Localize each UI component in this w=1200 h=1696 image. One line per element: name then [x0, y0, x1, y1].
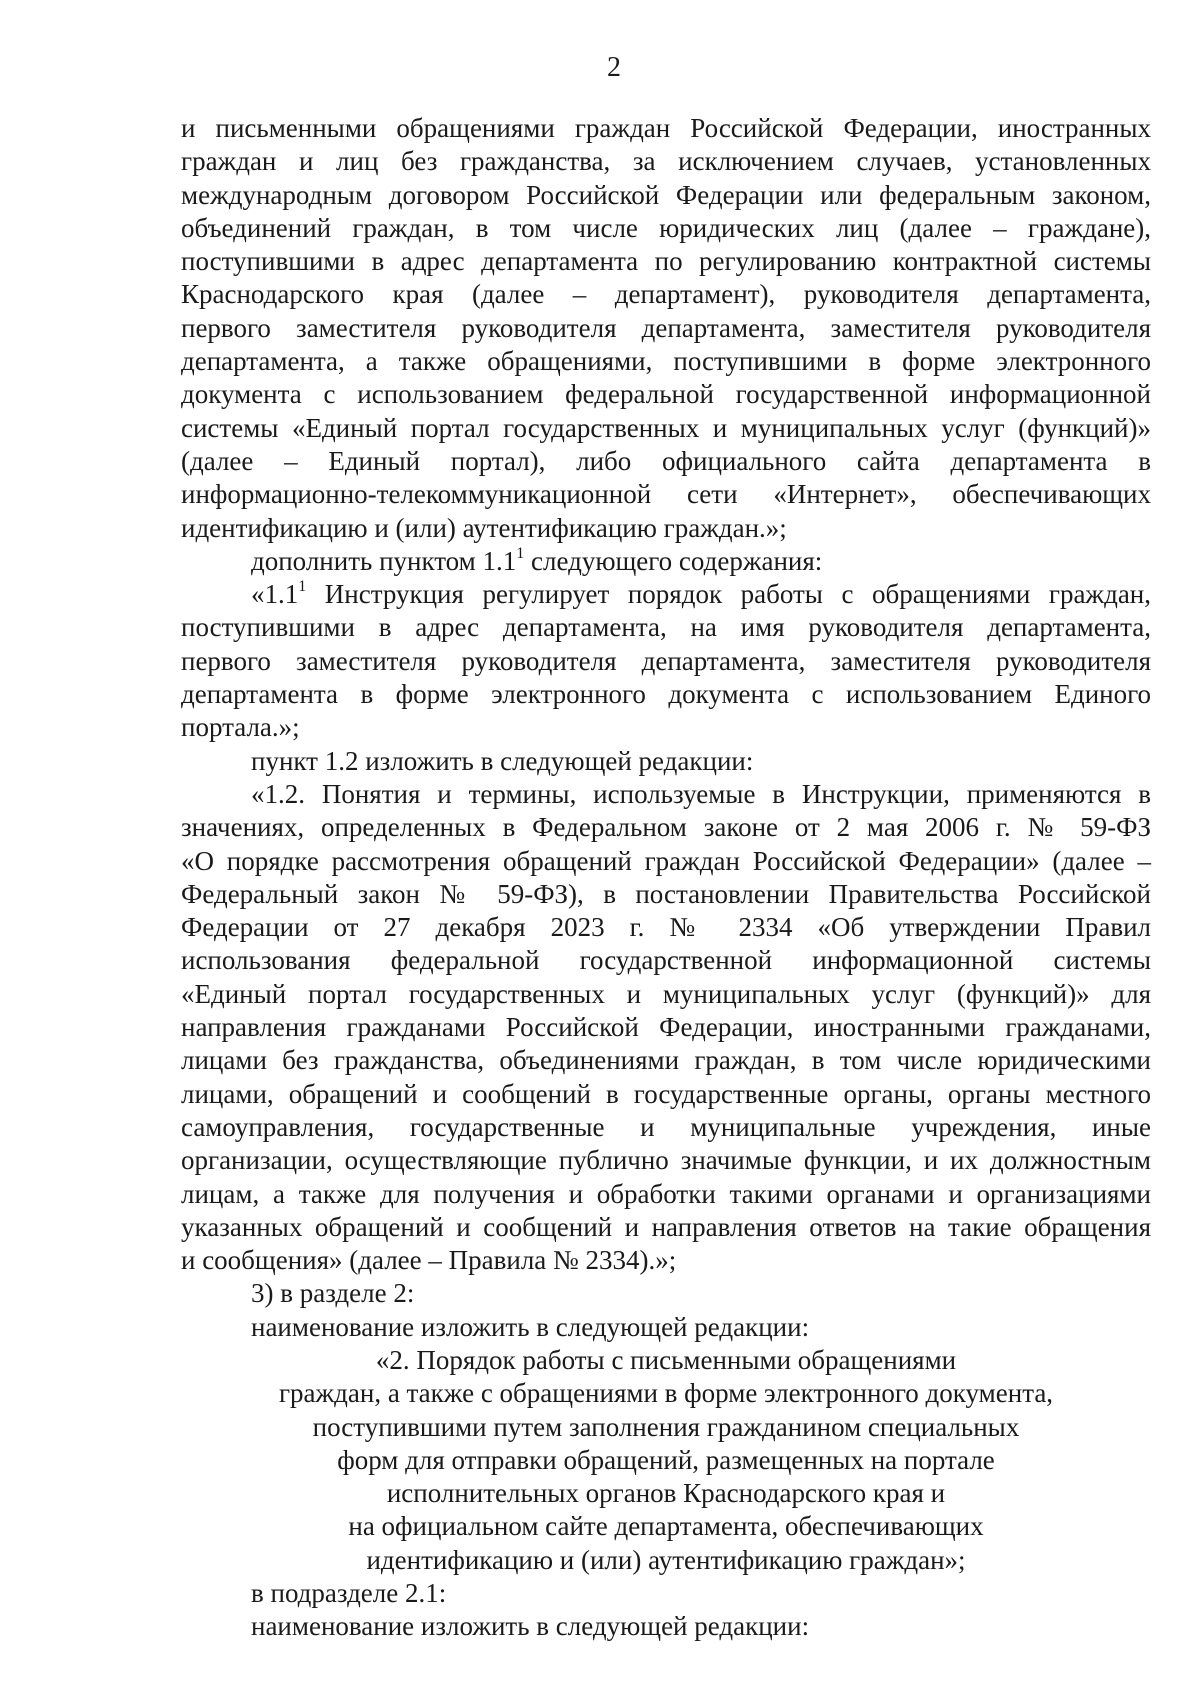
title-line: идентификацию и (или) аутентификацию граждан»; [366, 1544, 966, 1575]
text-line: лицами, обращений и сообщений в государственные органы, органы местного [181, 1078, 1151, 1109]
text-line: поступившими в адрес департамента, на имя руководителя департамента, [181, 612, 1151, 643]
paragraph-add-clause [181, 545, 1151, 578]
text-line: Федеральный закон № 59-ФЗ), в постановлении Правительства Российской [181, 878, 1151, 909]
text-line: международным договором Российской Федерации или федеральным законом, [181, 179, 1151, 210]
title-line: на официальном сайте департамента, обеспечивающих [348, 1511, 984, 1542]
text-line: поступившими в адрес департамента по регулированию контрактной системы [181, 246, 1151, 277]
text-line: и письменными обращениями граждан Российской Федерации, иностранных [181, 113, 1151, 143]
paragraph-name-edit: наименование изложить в следующей редакции: [251, 1611, 810, 1642]
title-line: граждан, а также с обращениями в форме электронного документа, [278, 1378, 1054, 1409]
paragraph-section-2: 3) в разделе 2: [251, 1278, 415, 1309]
superscript: 1 [298, 578, 307, 596]
text-line: (далее – Единый портал), либо официального сайта департамента в [181, 445, 1151, 476]
text-line: портала.»; [181, 712, 300, 743]
superscript: 1 [516, 544, 525, 562]
text-line: информационно-телекоммуникационной сети «Интернет», обеспечивающих [181, 479, 1151, 510]
title-line: форм для отправки обращений, размещенных на портале [337, 1444, 995, 1475]
document-body [181, 112, 1151, 1644]
text-line: идентификацию и (или) аутентификацию граждан.»; [181, 512, 787, 543]
text-line: направления гражданами Российской Федерации, иностранными гражданами, [181, 1012, 1151, 1043]
paragraph-definitions-continuation [181, 112, 1151, 545]
text-line: Краснодарского края (далее – департамент), руководителя департамента, [181, 279, 1151, 310]
text-line: граждан и лиц без гражданства, за исключением случаев, установленных [181, 146, 1151, 177]
text-line: первого заместителя руководителя департамента, заместителя руководителя [181, 312, 1151, 343]
text-line: лицами без гражданства, объединениями граждан, в том числе юридическими [181, 1045, 1151, 1076]
text-line: и сообщения» (далее – Правила № 2334).»; [181, 1245, 677, 1276]
title-line: «2. Порядок работы с письменными обращениями [375, 1344, 957, 1375]
text-line: использования федеральной государственной информационной системы [181, 945, 1151, 976]
text-line: «1.2. Понятия и термины, используемые в Инструкции, применяются в [251, 778, 1151, 809]
paragraph-clause-1-1-1 [181, 578, 1151, 744]
text-span: «1.1 [251, 579, 299, 610]
text-line: системы «Единый портал государственных и муниципальных услуг (функций)» [181, 412, 1151, 443]
text-line: объединений граждан, в том числе юридических лиц (далее – граждане), [181, 212, 1151, 243]
paragraph-subsection-2-1: в подразделе 2.1: [251, 1578, 447, 1609]
text-line [181, 578, 1151, 611]
page-number: 2 [607, 52, 621, 83]
paragraph-name-edit: наименование изложить в следующей редакции: [251, 1311, 810, 1342]
text-line: самоуправления, государственные и муниципальные учреждения, иные [181, 1111, 1151, 1142]
text-span: следующего содержания: [524, 545, 823, 576]
text-span: Инструкция регулирует порядок работы с обращениями граждан, [306, 579, 1151, 610]
text-line: организации, осуществляющие публично значимые функции, и их должностным [181, 1145, 1151, 1176]
text-line: указанных обращений и сообщений и направления ответов на такие обращения [181, 1211, 1151, 1242]
text-line: «О порядке рассмотрения обращений граждан Российской Федерации» (далее – [181, 845, 1151, 876]
section-title [181, 1344, 1151, 1577]
paragraph-clause-1-2 [181, 778, 1151, 1277]
title-line: исполнительных органов Краснодарского края и [386, 1478, 946, 1509]
text-line: значениях, определенных в Федеральном законе от 2 мая 2006 г. № 59-ФЗ [181, 812, 1151, 843]
text-span: дополнить пунктом 1.1 [251, 545, 517, 576]
title-line: поступившими путем заполнения гражданином специальных [312, 1411, 1020, 1442]
text-line: лицам, а также для получения и обработки такими органами и организациями [181, 1178, 1151, 1209]
text-line: департамента в форме электронного документа с использованием Единого [181, 679, 1151, 710]
paragraph-clause-1-2-intro: пункт 1.2 изложить в следующей редакции: [251, 745, 754, 776]
text-line: первого заместителя руководителя департамента, заместителя руководителя [181, 645, 1151, 676]
text-line: Федерации от 27 декабря 2023 г. № 2334 «Об утверждении Правил [181, 912, 1151, 943]
text-line: департамента, а также обращениями, поступившими в форме электронного [181, 346, 1151, 377]
text-line: «Единый портал государственных и муниципальных услуг (функций)» для [181, 978, 1151, 1009]
text-line: документа с использованием федеральной государственной информационной [181, 379, 1151, 410]
